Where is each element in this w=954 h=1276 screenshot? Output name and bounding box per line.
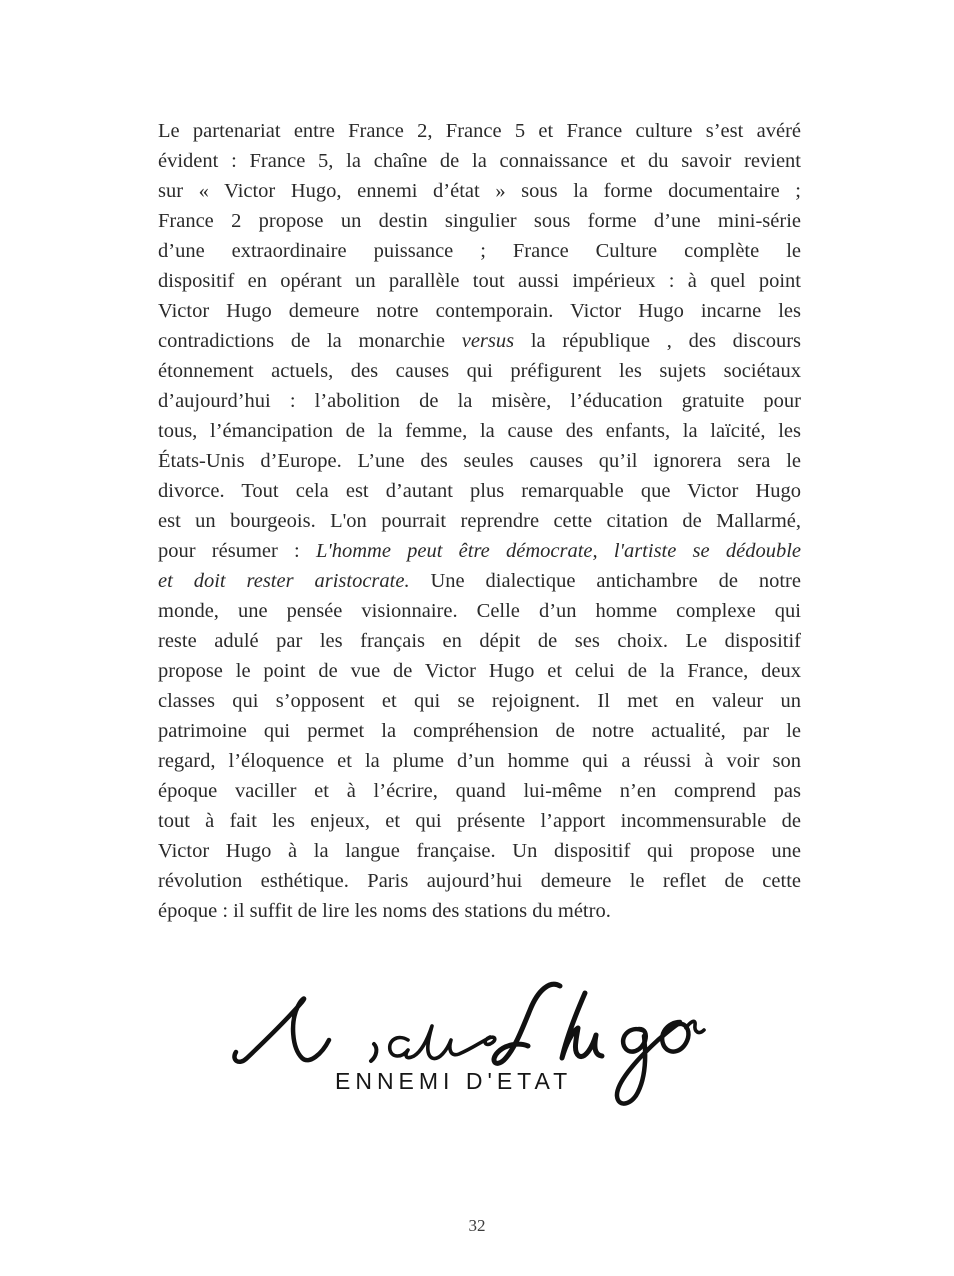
text-line: [158, 116, 801, 146]
text-segment: regard, l’éloquence et la plume d’un homme qui a réussi à voir son: [158, 750, 801, 772]
text-line: [158, 566, 801, 596]
text-segment: époque vaciller et à l’écrire, quand lui-même n’en comprend pas: [158, 780, 801, 802]
text-line: [158, 266, 801, 296]
text-segment: évident : France 5, la chaîne de la connaissance et du savoir revient: [158, 150, 801, 172]
text-segment: reste adulé par les français en dépit de ses choix. Le dispositif: [158, 630, 801, 652]
text-line: [158, 206, 801, 236]
text-segment: époque : il suffit de lire les noms des stations du métro.: [158, 900, 611, 922]
text-segment: d’une extraordinaire puissance ; France Culture complète le: [158, 240, 801, 262]
text-line: [158, 386, 801, 416]
text-segment: Une dialectique antichambre de notre: [409, 570, 801, 592]
text-line: [158, 656, 801, 686]
text-line: [158, 326, 801, 356]
signature-subtitle: ENNEMI D'ETAT: [335, 1068, 573, 1094]
text-segment: propose le point de vue de Victor Hugo et celui de la France, deux: [158, 660, 801, 682]
text-line: [158, 236, 801, 266]
text-segment: tous, l’émancipation de la femme, la cause des enfants, la laïcité, les: [158, 420, 801, 442]
italic-text-segment: L'homme peut être démocrate, l'artiste se dédouble: [315, 540, 801, 562]
text-line: [158, 686, 801, 716]
text-segment: divorce. Tout cela est d’autant plus remarquable que Victor Hugo: [158, 480, 801, 502]
text-segment: Le partenariat entre France 2, France 5 et France culture s’est avéré: [158, 120, 801, 142]
text-line: [158, 476, 801, 506]
text-line: [158, 356, 801, 386]
text-segment: la république , des discours: [514, 330, 801, 352]
text-line: [158, 446, 801, 476]
text-segment: patrimoine qui permet la compréhension de notre actualité, par le: [158, 720, 801, 742]
text-segment: France 2 propose un destin singulier sous forme d’une mini-série: [158, 210, 801, 232]
text-segment: classes qui s’opposent et qui se rejoignent. Il met en valeur un: [158, 690, 801, 712]
text-segment: États-Unis d’Europe. L’une des seules causes qu’il ignorera sera le: [158, 450, 801, 472]
text-segment: est un bourgeois. L'on pourrait reprendre cette citation de Mallarmé,: [158, 510, 801, 532]
text-line: [158, 536, 801, 566]
text-segment: monde, une pensée visionnaire. Celle d’un homme complexe qui: [158, 600, 801, 622]
italic-text-segment: et doit rester aristocrate.: [158, 570, 410, 592]
text-line: [158, 836, 801, 866]
victor-hugo-signature-icon: [228, 978, 728, 1128]
text-segment: Victor Hugo demeure notre contemporain. Victor Hugo incarne les: [158, 300, 801, 322]
text-line: [158, 146, 801, 176]
text-line: [158, 746, 801, 776]
text-segment: Victor Hugo à la langue française. Un dispositif qui propose une: [158, 840, 801, 862]
text-line: [158, 176, 801, 206]
text-line: [158, 506, 801, 536]
text-segment: sur « Victor Hugo, ennemi d’état » sous la forme documentaire ;: [158, 180, 801, 202]
page-number: 32: [468, 1216, 486, 1235]
text-segment: d’aujourd’hui : l’abolition de la misère, l’éducation gratuite pour: [158, 390, 801, 412]
text-line: [158, 896, 801, 926]
text-segment: dispositif en opérant un parallèle tout aussi impérieux : à quel point: [158, 270, 801, 292]
signature-block: [228, 978, 728, 1128]
body-text: [158, 116, 801, 926]
text-segment: révolution esthétique. Paris aujourd’hui demeure le reflet de cette: [158, 870, 801, 892]
text-line: [158, 776, 801, 806]
text-segment: contradictions de la monarchie: [158, 330, 462, 352]
text-line: [158, 416, 801, 446]
text-line: [158, 596, 801, 626]
text-segment: pour résumer :: [158, 540, 316, 562]
text-line: [158, 716, 801, 746]
text-line: [158, 806, 801, 836]
text-segment: tout à fait les enjeux, et qui présente l’apport incommensurable de: [158, 810, 801, 832]
text-line: [158, 626, 801, 656]
text-segment: étonnement actuels, des causes qui préfigurent les sujets sociétaux: [158, 360, 801, 382]
italic-text-segment: versus: [461, 330, 515, 352]
text-line: [158, 866, 801, 896]
text-line: [158, 296, 801, 326]
